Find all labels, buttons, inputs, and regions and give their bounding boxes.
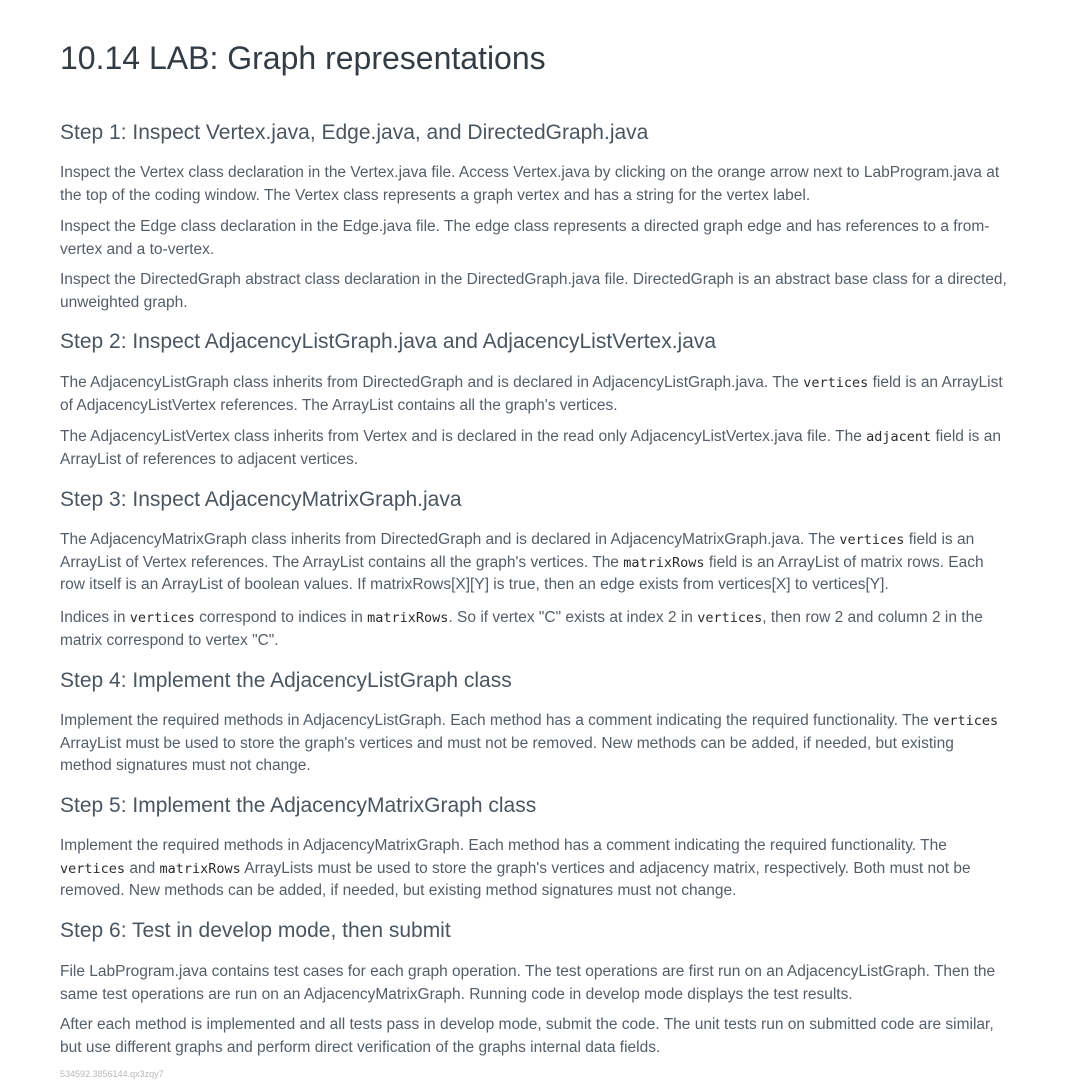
step-6-paragraph-1: File LabProgram.java contains test cases for each graph operation. The test operations are first run on an AdjacencyListGraph. Then the same test operations are run on an AdjacencyMatrixGraph. Running code in develop mode displays the test results.: [60, 963, 996, 1003]
step-1-heading: Step 1: Inspect Vertex.java, Edge.java, and DirectedGraph.java: [60, 121, 649, 144]
code-vertices: vertices: [60, 860, 126, 877]
step-6-paragraph-2: After each method is implemented and all tests pass in develop mode, submit the code. The unit tests run on submitted code are similar, but use different graphs and perform direct verification of the graphs internal data fields.: [60, 1016, 994, 1056]
step-1-paragraph-2: Inspect the Edge class declaration in the Edge.java file. The edge class represents a directed graph edge and has references to a from-vertex and a to-vertex.: [60, 218, 990, 258]
code-adjacent: adjacent: [866, 429, 932, 445]
page-title: 10.14 LAB: Graph representations: [60, 40, 546, 76]
code-vertices: vertices: [697, 610, 763, 626]
step-3-heading: Step 3: Inspect AdjacencyMatrixGraph.java: [60, 488, 462, 511]
step-2-paragraph-1: The AdjacencyListGraph class inherits from DirectedGraph and is declared in AdjacencyListGraph.java. The vertices field is an ArrayList of AdjacencyListVertex references. The ArrayList contains all the graph's vertices.: [60, 374, 1003, 414]
step-6-heading: Step 6: Test in develop mode, then submit: [60, 919, 451, 942]
step-4-paragraph-1: Implement the required methods in AdjacencyListGraph. Each method has a comment indicating the required functionality. The vertices ArrayList must be used to store the graph's vertices and must not be removed. New methods can be added, if needed, but existing method signatures must not change.: [60, 712, 999, 774]
code-vertices: vertices: [803, 375, 869, 391]
step-3-paragraph-1: The AdjacencyMatrixGraph class inherits from DirectedGraph and is declared in AdjacencyMatrixGraph.java. The vertices field is an ArrayList of Vertex references. The ArrayList contains all the graph's vertices. The matrixRows field is an ArrayList of matrix rows. Each row itself is an ArrayList of boolean values. If matrixRows[X][Y] is true, then an edge exists from vertices[X] to vertices[Y].: [60, 531, 984, 593]
code-matrixrows: matrixRows: [159, 860, 241, 877]
lab-id-footer: 534592.3856144.qx3zqy7: [60, 1069, 164, 1079]
step-3-paragraph-2: Indices in vertices correspond to indices in matrixRows. So if vertex "C" exists at index 2 in vertices, then row 2 and column 2 in the matrix correspond to vertex "C".: [60, 609, 983, 649]
step-5-heading: Step 5: Implement the AdjacencyMatrixGraph class: [60, 794, 537, 817]
step-1-paragraph-3: Inspect the DirectedGraph abstract class declaration in the DirectedGraph.java file. DirectedGraph is an abstract base class for a directed, unweighted graph.: [60, 271, 1007, 311]
step-2-paragraph-2: The AdjacencyListVertex class inherits from Vertex and is declared in the read only AdjacencyListVertex.java file. The adjacent field is an ArrayList of references to adjacent vertices.: [60, 428, 1001, 468]
code-matrixrows: matrixRows: [623, 554, 705, 571]
code-vertices: vertices: [129, 610, 195, 626]
step-5-paragraph-1: Implement the required methods in AdjacencyMatrixGraph. Each method has a comment indicating the required functionality. The vertices and matrixRows ArrayLists must be used to store the graph's vertices and adjacency matrix, respectively. Both must not be removed. New methods can be added, if needed, but existing method signatures must not change.: [60, 837, 971, 899]
code-matrixrows: matrixRows: [367, 610, 449, 626]
step-1-paragraph-1: Inspect the Vertex class declaration in the Vertex.java file. Access Vertex.java by clicking on the orange arrow next to LabProgram.java at the top of the coding window. The Vertex class represents a graph vertex and has a string for the vertex label.: [60, 164, 1000, 204]
code-vertices: vertices: [839, 532, 905, 548]
step-4-heading: Step 4: Implement the AdjacencyListGraph class: [60, 669, 512, 692]
step-2-heading: Step 2: Inspect AdjacencyListGraph.java and AdjacencyListVertex.java: [60, 330, 717, 353]
code-vertices: vertices: [933, 713, 999, 729]
